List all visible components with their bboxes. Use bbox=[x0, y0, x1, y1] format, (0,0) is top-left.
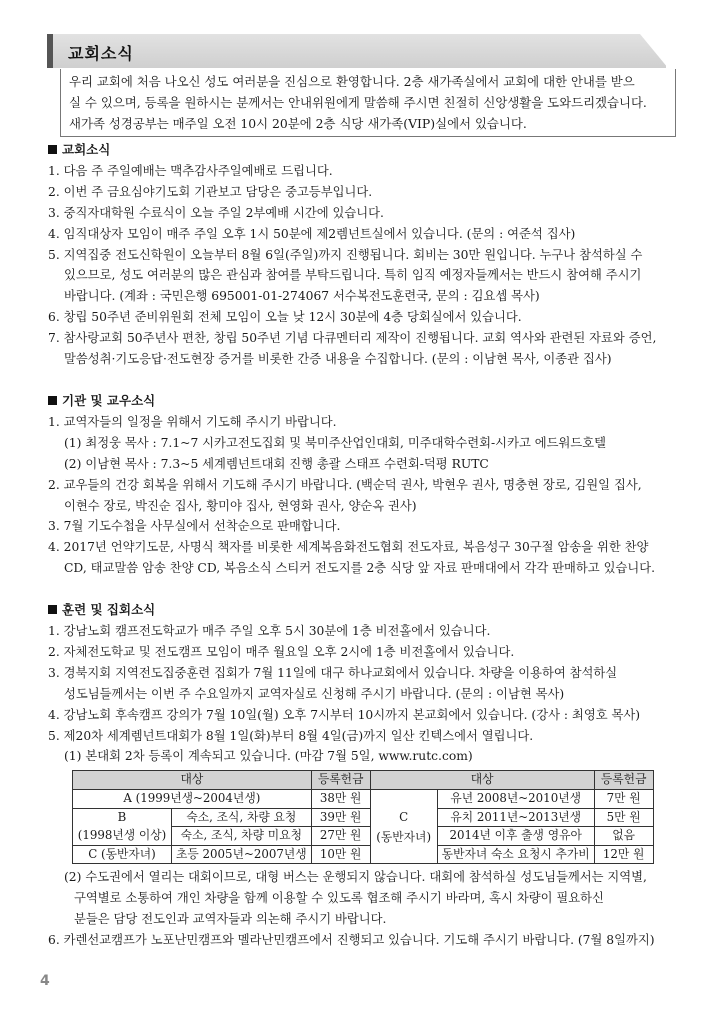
news-item: 3. 7월 기도수첩을 사무실에서 선착순으로 판매합니다. bbox=[48, 519, 341, 534]
news-item: 7. 참사랑교회 50주년사 편찬, 창립 50주년 기념 다큐멘터리 제작이 진행됩니다. 교회 역사와 관련된 자료와 증언, bbox=[48, 331, 657, 346]
table-header: 대상 bbox=[370, 771, 594, 790]
table-cell: 38만 원 bbox=[311, 789, 370, 808]
section-header-bar bbox=[48, 34, 666, 68]
news-item: 4. 임직대상자 모임이 매주 주일 오후 1시 50분에 제2렘넌트실에서 있습니다. (문의 : 여준석 집사) bbox=[48, 226, 576, 241]
registration-fee-table bbox=[72, 770, 654, 864]
table-cell: 숙소, 조식, 차량 미요청 bbox=[172, 827, 312, 846]
table-cell: 27만 원 bbox=[311, 827, 370, 846]
square-bullet-icon bbox=[48, 145, 57, 154]
table-header: 등록헌금 bbox=[594, 771, 653, 790]
group-label: B bbox=[117, 810, 127, 825]
table-cell-group bbox=[73, 808, 172, 845]
table-cell: 유치 2011년~2013년생 bbox=[437, 808, 594, 827]
heading-text: 훈련 및 집회소식 bbox=[62, 602, 156, 618]
square-bullet-icon bbox=[48, 605, 57, 614]
church-news-heading bbox=[48, 140, 680, 161]
news-item-cont: 성도님들께서는 이번 주 수요일까지 교역자실로 신청해 주시기 바랍니다. (문의 : 이남현 목사) bbox=[64, 686, 565, 701]
news-item: 1. 교역자들의 일정을 위해서 기도해 주시기 바랍니다. bbox=[48, 414, 337, 429]
square-bullet-icon bbox=[48, 396, 57, 405]
table-cell-group bbox=[370, 789, 437, 863]
table-cell: 동반자녀 숙소 요청시 추가비 bbox=[437, 845, 594, 864]
training-news-heading bbox=[48, 600, 680, 621]
table-header: 등록헌금 bbox=[311, 771, 370, 790]
news-subitem: (1) 최정웅 목사 : 7.1~7 시카고전도집회 및 북미주산업인대회, 미주대학수련회-시카고 에드워드호텔 bbox=[64, 435, 607, 450]
news-item: 6. 카렌선교캠프가 노포난민캠프와 멜라난민캠프에서 진행되고 있습니다. 기도해 주시기 바랍니다. (7월 8일까지) bbox=[48, 933, 655, 948]
news-subitem: (1) 본대회 2차 등록이 계속되고 있습니다. (마감 7월 5일, www.rutc.com) bbox=[64, 749, 473, 764]
section-header-corner bbox=[640, 34, 668, 68]
welcome-box bbox=[60, 69, 676, 137]
table-cell: 7만 원 bbox=[594, 789, 653, 808]
news-item: 3. 중직자대학원 수료식이 오늘 주일 2부예배 시간에 있습니다. bbox=[48, 205, 384, 220]
news-item-cont: CD, 태교말씀 암송 찬양 CD, 복음소식 스티커 전도지를 2층 식당 앞 자료 판매대에서 각각 판매하고 있습니다. bbox=[64, 561, 655, 576]
news-item: 6. 창립 50주년 준비위원회 전체 모임이 오늘 낮 12시 30분에 4층 당회실에서 있습니다. bbox=[48, 310, 522, 325]
news-item: 4. 강남노회 후속캠프 강의가 7월 10일(월) 오후 7시부터 10시까지 본교회에서 있습니다. (강사 : 최영호 목사) bbox=[48, 707, 641, 722]
table-cell: 10만 원 bbox=[311, 845, 370, 864]
table-cell: 유년 2008년~2010년생 bbox=[437, 789, 594, 808]
news-item-cont: 말씀성취·기도응답·전도현장 증거를 비롯한 간증 내용을 수집합니다. (문의 : 이남현 목사, 이종관 집사) bbox=[64, 352, 612, 367]
table-cell: 초등 2005년~2007년생 bbox=[172, 845, 312, 864]
news-item: 4. 2017년 언약기도문, 사명식 책자를 비롯한 세계복음화전도협회 전도자료, 복음성구 30구절 암송을 위한 찬양 bbox=[48, 540, 649, 555]
news-item: 1. 다음 주 주일예배는 맥추감사주일예배로 드립니다. bbox=[48, 163, 333, 178]
news-item-cont: 이현수 장로, 박진순 집사, 황미야 집사, 현영화 권사, 양순옥 권사) bbox=[64, 498, 417, 513]
table-cell: 12만 원 bbox=[594, 845, 653, 864]
news-item: 3. 경북지회 지역전도집중훈련 집회가 7월 11일에 대구 하나교회에서 있습니다. 차량을 이용하여 참석하실 bbox=[48, 665, 618, 680]
news-item: 2. 이번 주 금요심야기도회 기관보고 담당은 중고등부입니다. bbox=[48, 184, 373, 199]
content bbox=[48, 140, 680, 951]
table-cell: C (동반자녀) bbox=[73, 845, 172, 864]
group-sublabel: (동반자녀) bbox=[376, 829, 432, 844]
news-item: 1. 강남노회 캠프전도학교가 매주 주일 오후 5시 30분에 1층 비전홀에서 있습니다. bbox=[48, 624, 491, 639]
news-item-cont: 구역별로 소통하여 개인 차량을 함께 이용할 수 있도록 협조해 주시기 바라며, 혹시 차량이 필요하신 bbox=[74, 891, 604, 906]
table-row bbox=[73, 845, 654, 864]
news-item: 2. 자체전도학교 및 전도캠프 모임이 매주 월요일 오후 2시에 1층 비전홀에서 있습니다. bbox=[48, 644, 515, 659]
table-row bbox=[73, 789, 654, 808]
table-cell: 없음 bbox=[594, 827, 653, 846]
table-header-row bbox=[73, 771, 654, 790]
news-item-cont: 있으므로, 성도 여러분의 많은 관심과 참여를 부탁드립니다. 특히 임직 예정자들께서는 반드시 참여해 주시기 bbox=[64, 268, 642, 283]
heading-text: 교회소식 bbox=[62, 142, 111, 157]
page-number: 4 bbox=[40, 973, 50, 989]
news-item-cont: 분들은 담당 전도인과 교역자들과 의논해 주시기 바랍니다. bbox=[74, 912, 387, 927]
table-cell: 숙소, 조식, 차량 요청 bbox=[172, 808, 312, 827]
news-item: 5. 제20차 세계렘넌트대회가 8월 1일(화)부터 8월 4일(금)까지 일산 킨텍스에서 열립니다. bbox=[48, 728, 534, 743]
group-label: C bbox=[399, 809, 409, 824]
news-item-cont: 바랍니다. (계좌 : 국민은행 695001-01-274067 서수복전도훈련국, 문의 : 김요셉 목사) bbox=[64, 289, 540, 304]
table-header: 대상 bbox=[73, 771, 312, 790]
news-item: 5. 지역집중 전도신학원이 오늘부터 8월 6일(주일)까지 진행됩니다. 회비는 30만 원입니다. 누구나 참석하실 수 bbox=[48, 247, 643, 262]
news-item: 2. 교우들의 건강 회복을 위해서 기도해 주시기 바랍니다. (백순덕 권사, 박현우 권사, 명충현 장로, 김원일 집사, bbox=[48, 477, 642, 492]
news-subitem: (2) 수도권에서 열리는 대회이므로, 대형 버스는 운행되지 않습니다. 대회에 참석하실 성도님들께서는 지역별, bbox=[64, 870, 647, 885]
welcome-line: 새가족 성경공부는 매주일 오전 10시 20분에 2층 식당 새가족(VIP)실에서 있습니다. bbox=[69, 116, 527, 131]
section-header-title: 교회소식 bbox=[68, 44, 134, 63]
news-subitem: (2) 이남현 목사 : 7.3~5 세계렘넌트대회 진행 총괄 스태프 수련회-덕평 RUTC bbox=[64, 456, 489, 471]
welcome-line: 우리 교회에 처음 나오신 성도 여러분을 진심으로 환영합니다. 2층 새가족실에서 교회에 대한 안내를 받으 bbox=[69, 74, 635, 89]
heading-text: 기관 및 교우소식 bbox=[62, 392, 156, 408]
missions-news-heading bbox=[48, 391, 680, 412]
table-cell: 39만 원 bbox=[311, 808, 370, 827]
table-row bbox=[73, 808, 654, 827]
table-cell: A (1999년생~2004년생) bbox=[73, 789, 312, 808]
table-cell: 5만 원 bbox=[594, 808, 653, 827]
welcome-line: 실 수 있으며, 등록을 원하시는 분께서는 안내위원에게 말씀해 주시면 친절히 신앙생활을 도와드리겠습니다. bbox=[69, 95, 647, 110]
group-sublabel: (1998년생 이상) bbox=[77, 827, 167, 842]
table-cell: 2014년 이후 출생 영유아 bbox=[437, 827, 594, 846]
